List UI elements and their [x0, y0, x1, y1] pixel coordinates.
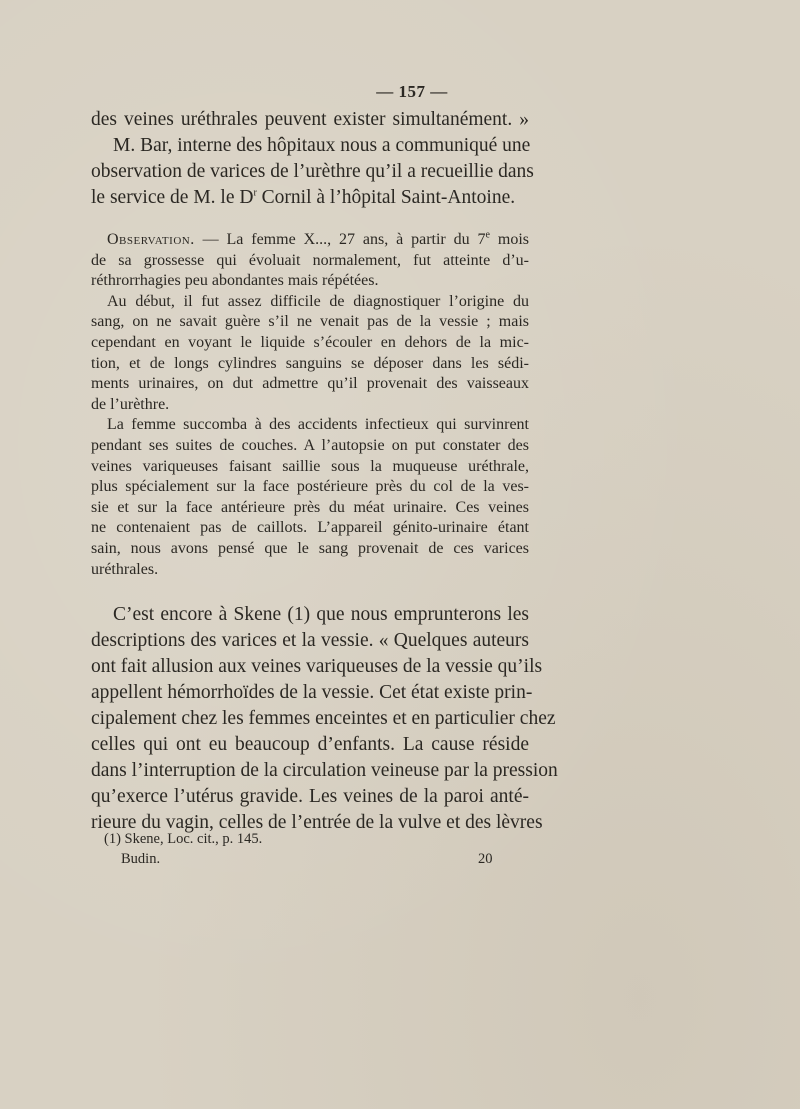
observation-block	[91, 230, 529, 580]
text-line	[91, 185, 529, 211]
text-line: des veines uréthrales peuvent exister simultanément. »	[91, 109, 529, 130]
text-fragment: mois	[489, 231, 529, 248]
text-line: cipalement chez les femmes enceintes et en particulier chez	[91, 708, 556, 729]
text-fragment: le service de M. le D	[91, 187, 254, 208]
page-number: — 157 —	[376, 82, 448, 101]
observation-label: Observation.	[107, 231, 195, 248]
text-line: sie et sur la face antérieure près du méat urinaire. Ces veines	[91, 498, 529, 516]
footnote	[104, 829, 524, 849]
text-line: pendant ses suites de couches. A l’autopsie on put constater des	[91, 436, 529, 454]
text-line: rieure du vagin, celles de l’entrée de la vulve et des lèvres	[91, 812, 543, 833]
text-line: de l’urèthre.	[91, 395, 170, 413]
text-line: appellent hémorrhoïdes de la vessie. Cet état existe prin-	[91, 682, 533, 703]
text-line: descriptions des varices et la vessie. « Quelques auteurs	[91, 630, 529, 651]
text-line: observation de varices de l’urèthre qu’il a recueillie dans	[91, 161, 534, 182]
text-line: ne contenaient pas de caillots. L’appareil génito-urinaire étant	[91, 519, 529, 537]
footnote-text: (1) Skene, Loc. cit., p. 145.	[104, 831, 263, 847]
paragraph-continuation	[91, 107, 534, 211]
text-line: cependant en voyant le liquide s’écouler en dehors de la mic-	[91, 333, 529, 351]
text-line: réthrorrhagies peu abondantes mais répétées.	[91, 272, 379, 290]
text-line: sang, on ne savait guère s’il ne venait pas de la vessie ; mais	[91, 313, 529, 331]
text-line: celles qui ont eu beaucoup d’enfants. La cause réside	[91, 734, 529, 755]
text-fragment: Cornil à l’hôpital Saint-Antoine.	[256, 187, 516, 208]
text-line: plus spécialement sur la face postérieure près du col de la ves-	[91, 478, 529, 496]
paragraph-skene	[91, 602, 558, 836]
text-line: dans l’interruption de la circulation veineuse par la pression	[91, 760, 558, 781]
text-line: de sa grossesse qui évoluait normalement, fut atteinte d’u-	[91, 251, 529, 269]
text-line: tion, et de longs cylindres sanguins se déposer dans les sédi-	[91, 354, 529, 372]
sheet-number: 20	[478, 851, 493, 867]
printer-signature: Budin.	[121, 851, 161, 867]
text-line: Au début, il fut assez difficile de diagnostiquer l’origine du	[107, 292, 529, 310]
text-line: sain, nous avons pensé que le sang provenait de ces varices	[91, 539, 529, 557]
text-line	[91, 230, 529, 251]
text-line: ont fait allusion aux veines variqueuses de la vessie qu’ils	[91, 656, 543, 677]
text-line: ments urinaires, on dut admettre qu’il provenait des vaisseaux	[91, 375, 529, 393]
text-line: La femme succomba à des accidents infectieux qui survinrent	[107, 416, 529, 434]
text-line: qu’exerce l’utérus gravide. Les veines de la paroi anté-	[91, 786, 529, 807]
text-fragment: — La femme X..., 27 ans, à partir du 7	[194, 231, 486, 248]
text-line: uréthrales.	[91, 560, 159, 578]
text-line: veines variqueuses faisant saillie sous la muqueuse uréthrale,	[91, 457, 529, 475]
text-line: C’est encore à Skene (1) que nous emprunterons les	[113, 604, 529, 625]
superscript: e	[485, 229, 490, 241]
text-line: M. Bar, interne des hôpitaux nous a communiqué une	[113, 135, 531, 156]
superscript: r	[253, 187, 257, 199]
